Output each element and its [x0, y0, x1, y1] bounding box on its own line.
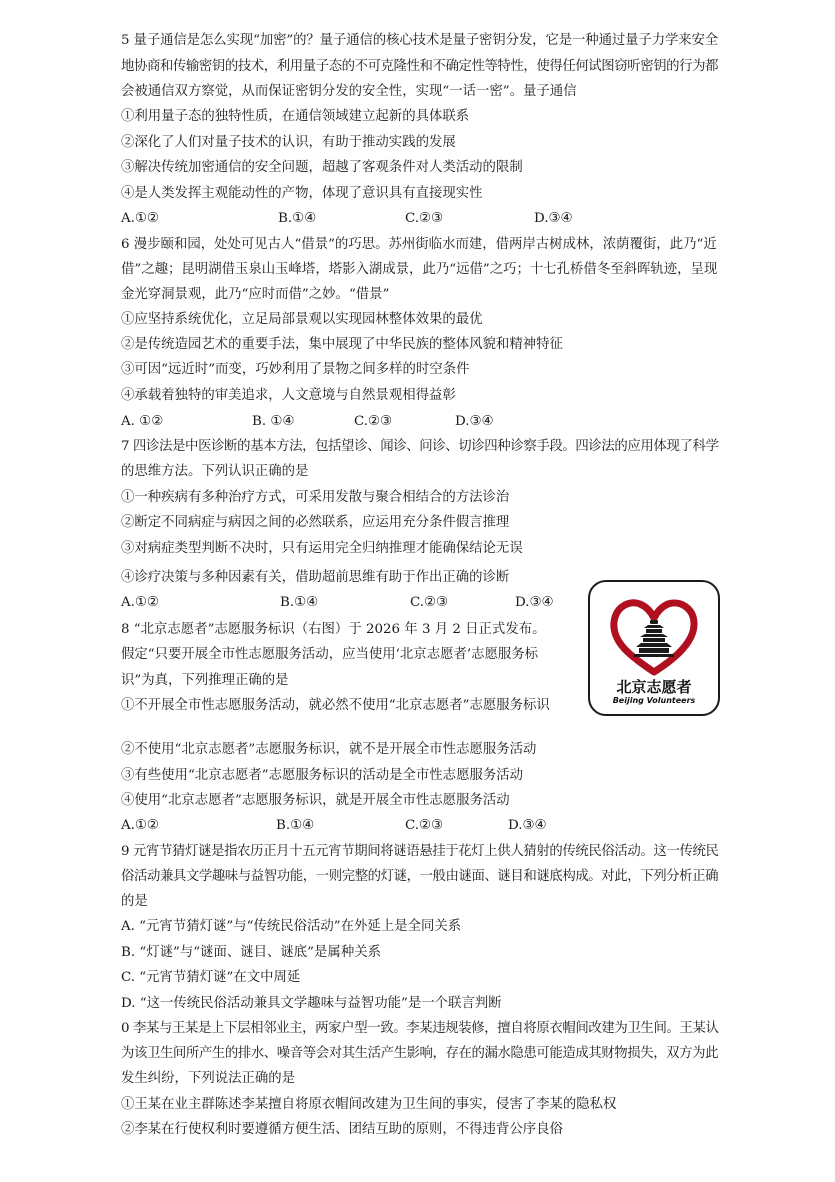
q5-option-b: B.①④ — [278, 211, 317, 226]
q9-line: 的是 — [121, 894, 148, 909]
q6-option-d: D.③④ — [455, 414, 494, 429]
q5-option-a: A.①② — [121, 211, 159, 226]
q5-line: 5 量子通信是怎么实现“加密”的？量子通信的核心技术是量子密钥分发，它是一种通过量子力学来安全 — [121, 33, 719, 48]
q6-statement-1: ①应坚持系统优化，立足局部景观以实现园林整体效果的最优 — [121, 312, 483, 327]
q5-statement-4: ④是人类发挥主观能动性的产物，体现了意识具有直接现实性 — [121, 186, 483, 201]
q8-option-a: A.①② — [121, 818, 159, 833]
q8-statement-3: ③有些使用“北京志愿者”志愿服务标识的活动是全市性志愿服务活动 — [121, 768, 524, 783]
q7-option-c: C.②③ — [410, 595, 449, 610]
q6-option-a: A. ①② — [121, 414, 164, 429]
q8-option-d: D.③④ — [508, 818, 547, 833]
q5-option-d: D.③④ — [534, 211, 573, 226]
q6-option-c: C.②③ — [354, 414, 393, 429]
q7-option-b: B.①④ — [280, 595, 319, 610]
q6-statement-3: ③可因“远近时”而变，巧妙利用了景物之间多样的时空条件 — [121, 362, 470, 377]
logo-chinese-text: 北京志愿者 — [616, 678, 692, 696]
q7-statement-1: ①一种疾病有多种治疗方式，可采用发散与聚合相结合的方法诊治 — [121, 490, 510, 505]
q8-line: 识”为真，下列推理正确的是 — [121, 673, 289, 688]
q5-line: 会被通信双方察觉，从而保证密钥分发的安全性，实现“一话一密”。量子通信 — [121, 84, 577, 99]
q6-line: 借”之趣；昆明湖借玉泉山玉峰塔，塔影入湖成景，此乃“远借”之巧；十七孔桥借冬至斜晖轨迹，呈现 — [121, 262, 718, 277]
q5-statement-1: ①利用量子态的独特性质，在通信领域建立起新的具体联系 — [121, 109, 470, 124]
q9-option-d: D. “这一传统民俗活动兼具文学趣味与益智功能”是一个联言判断 — [121, 996, 502, 1011]
q9-option-c: C. “元宵节猜灯谜”在文中周延 — [121, 970, 301, 985]
q7-line: 7 四诊法是中医诊断的基本方法，包括望诊、闻诊、问诊、切诊四种诊察手段。四诊法的应用体现了科学 — [121, 439, 719, 454]
q6-statement-2: ②是传统造园艺术的重要手法，集中展现了中华民族的整体风貌和精神特征 — [121, 337, 563, 352]
q9-option-b: B. “灯谜”与“谜面、谜目、谜底”是属种关系 — [121, 945, 381, 960]
q9-option-a: A. “元宵节猜灯谜”与“传统民俗活动”在外延上是全同关系 — [121, 919, 462, 934]
q5-statement-2: ②深化了人们对量子技术的认识，有助于推动实践的发展 — [121, 135, 456, 150]
q6-line: 金光穿洞景观，此乃“应时而借”之妙。“借景” — [121, 287, 390, 302]
q10-statement-1: ①王某在业主群陈述李某擅自将原衣帽间改建为卫生间的事实，侵害了李某的隐私权 — [121, 1097, 617, 1112]
q5-option-c: C.②③ — [405, 211, 444, 226]
q7-option-a: A.①② — [121, 595, 159, 610]
q8-statement-1: ①不开展全市性志愿服务活动，就必然不使用“北京志愿者”志愿服务标识 — [121, 698, 550, 713]
q5-line: 地协商和传输密钥的技术，利用量子态的不可克隆性和不确定性等特性，使得任何试图窃听密钥的行为都 — [121, 59, 719, 74]
q8-line: 假定“只要开展全市性志愿服务活动，应当使用‘北京志愿者’志愿服务标 — [121, 647, 539, 662]
q10-statement-2: ②李某在行使权利时要遵循方便生活、团结互助的原则，不得违背公序良俗 — [121, 1122, 563, 1137]
q7-line: 的思维方法。下列认识正确的是 — [121, 464, 309, 479]
q7-statement-2: ②断定不同病症与病因之间的必然联系，应运用充分条件假言推理 — [121, 515, 510, 530]
beijing-volunteers-logo — [588, 580, 720, 716]
q8-option-b: B.①④ — [276, 818, 315, 833]
q6-option-b: B. ①④ — [252, 414, 295, 429]
q9-line: 俗活动兼具文学趣味与益智功能，一则完整的灯谜，一般由谜面、谜目和谜底构成。对此，下列分析正确 — [121, 869, 719, 884]
logo-english-text: Beijing Volunteers — [612, 696, 696, 705]
q7-statement-3: ③对病症类型判断不决时，只有运用完全归纳推理才能确保结论无误 — [121, 541, 523, 556]
q8-option-c: C.②③ — [405, 818, 444, 833]
q10-line: 发生纠纷，下列说法正确的是 — [121, 1071, 296, 1086]
q7-statement-4: ④诊疗决策与多种因素有关，借助超前思维有助于作出正确的诊断 — [121, 570, 510, 585]
q10-line: 0 李某与王某是上下层相邻业主，两家户型一致。李某违规装修，擅自将原衣帽间改建为卫生间。王某认 — [121, 1021, 719, 1036]
q8-statement-2: ②不使用“北京志愿者”志愿服务标识，就不是开展全市性志愿服务活动 — [121, 742, 537, 757]
q6-statement-4: ④承载着独特的审美追求，人文意境与自然景观相得益彰 — [121, 388, 456, 403]
q7-option-d: D.③④ — [515, 595, 554, 610]
q8-statement-4: ④使用“北京志愿者”志愿服务标识，就是开展全市性志愿服务活动 — [121, 793, 510, 808]
q5-statement-3: ③解决传统加密通信的安全问题，超越了客观条件对人类活动的限制 — [121, 160, 523, 175]
q9-line: 9 元宵节猜灯谜是指农历正月十五元宵节期间将谜语悬挂于花灯上供人猜射的传统民俗活动。这一传统民 — [121, 844, 719, 859]
q10-line: 为该卫生间所产生的排水、噪音等会对其生活产生影响，存在的漏水隐患可能造成其财物损失，双方为此 — [121, 1046, 719, 1061]
q6-line: 6 漫步颐和园，处处可见古人“借景”的巧思。苏州街临水而建，借两岸古树成林，浓荫覆街，此乃“近 — [121, 237, 717, 252]
q8-line: 8 “北京志愿者”志愿服务标识（右图）于 2026 年 3 月 2 日正式发布。 — [121, 622, 546, 637]
